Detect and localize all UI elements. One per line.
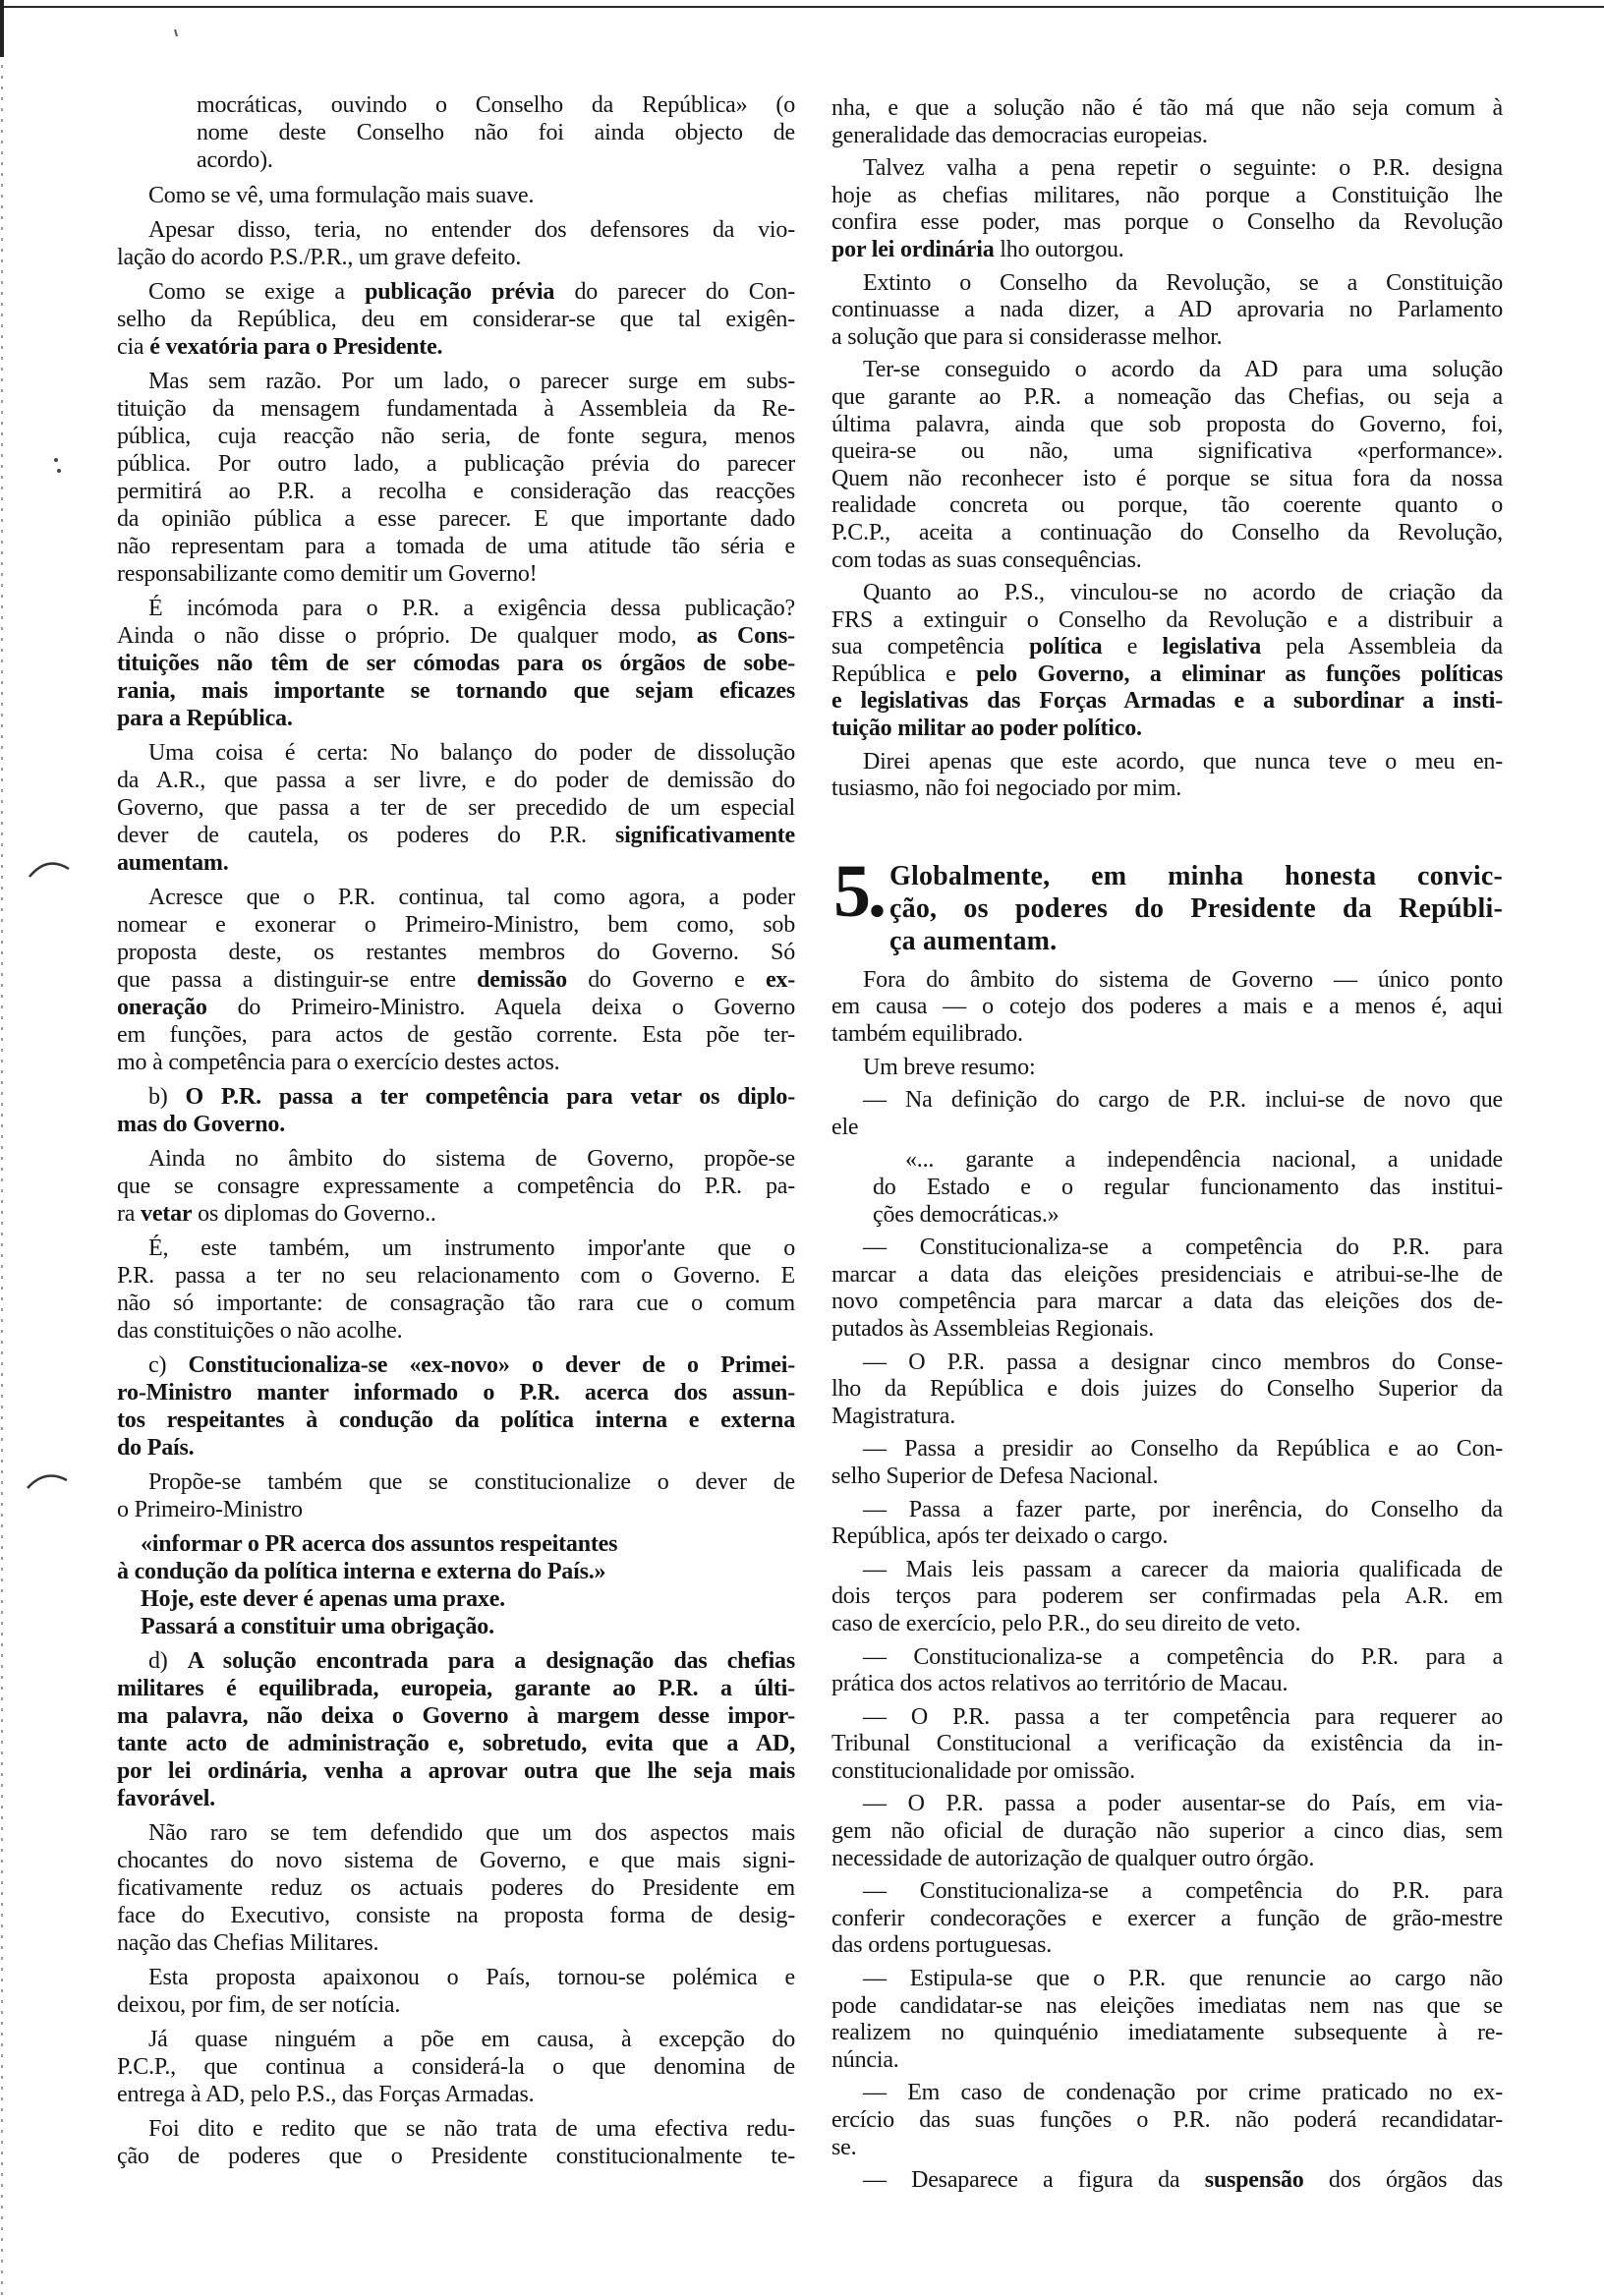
text-run: sua competência xyxy=(831,634,1030,660)
text-line: acordo). xyxy=(197,147,273,173)
text-line xyxy=(117,1083,795,1111)
text-line: responsabilizante como demitir um Governo! xyxy=(117,561,538,587)
text-line: P.R. passa a ter no seu relacionamento com o Governo. E xyxy=(117,1263,795,1289)
paragraph xyxy=(117,884,795,1076)
text-line: Foi dito e redito que se não trata de uma efectiva redu- xyxy=(148,2116,795,2142)
text-line: nome deste Conselho não foi ainda objecto de xyxy=(197,120,795,145)
paragraph xyxy=(831,749,1503,803)
bold-text: «informar o PR acerca dos assuntos respeitantes xyxy=(141,1531,618,1557)
text-line: chocantes do novo sistema de Governo, e que mais signi- xyxy=(117,1848,795,1873)
text-run: dos órgãos das xyxy=(1303,2167,1503,2194)
paragraph xyxy=(831,1497,1503,1551)
text-line: confira esse poder, mas porque o Conselho da Revolução xyxy=(831,209,1503,236)
text-line: É, este também, um instrumento impor'ante que o xyxy=(148,1235,795,1261)
text-line xyxy=(831,661,1503,689)
text-line: É incómoda para o P.R. a exigência dessa publicação? xyxy=(148,596,795,621)
text-line xyxy=(117,994,795,1021)
bold-text: suspensão xyxy=(1204,2167,1304,2194)
text-line: ficativamente reduz os actuais poderes do Presidente em xyxy=(117,1875,795,1901)
text-line: Propõe-se também que se constitucionalize o dever de xyxy=(148,1469,795,1495)
text-line: Acresce que o P.R. continua, tal como agora, a poder xyxy=(148,885,795,910)
text-line: — Passa a presidir ao Conselho da República e ao Con- xyxy=(863,1436,1503,1463)
text-line: Já quase ninguém a põe em causa, à excepção do xyxy=(148,2027,795,2052)
text-run: b) xyxy=(148,1084,186,1110)
left-column xyxy=(117,91,795,2170)
text-line: Um breve resumo: xyxy=(863,1054,1036,1080)
bold-text: mas do Governo. xyxy=(117,1112,286,1137)
text-line xyxy=(117,1730,795,1757)
text-line: Esta proposta apaixonou o País, tornou-se polémica e xyxy=(148,1965,795,1990)
text-line xyxy=(117,1111,795,1138)
paragraph xyxy=(117,278,795,361)
bold-text: e legislativas das Forças Armadas e a subordinar a insti- xyxy=(831,688,1503,715)
text-line: deixou, por fim, de ser notícia. xyxy=(117,1992,401,2018)
text-line: Ter-se conseguido o acordo da AD para uma solução xyxy=(863,357,1503,383)
paragraph xyxy=(873,1147,1503,1229)
heading-line: Globalmente, em minha honesta convic- xyxy=(889,860,1503,891)
paragraph xyxy=(117,1083,795,1138)
bold-text: ma palavra, não deixa o Governo à margem desse impor- xyxy=(117,1703,795,1729)
text-line: República, após ter deixado o cargo. xyxy=(831,1523,1169,1550)
heading-line: ça aumentam. xyxy=(889,925,1058,956)
bold-text: tante acto de administração e, sobretudo, evita que a AD, xyxy=(117,1731,795,1756)
text-line: a solução que para si considerasse melhor. xyxy=(831,323,1223,350)
text-line xyxy=(831,716,1503,743)
bold-text: do País. xyxy=(117,1435,195,1461)
paragraph xyxy=(117,739,795,877)
text-line xyxy=(117,1530,795,1558)
section-number: 5. xyxy=(833,849,884,933)
text-line: selho da República, deu em considerar-se que tal exigên- xyxy=(117,307,795,332)
text-line: também equilibrado. xyxy=(831,1021,1023,1048)
text-line xyxy=(117,1200,795,1228)
text-line xyxy=(117,1675,795,1702)
bold-text: por lei ordinária, venha a aprovar outra que lhe seja mais xyxy=(117,1758,795,1784)
text-line: P.C.P., que continua a considerá-la o que denomina de xyxy=(117,2054,795,2080)
text-line: Mas sem razão. Por um lado, o parecer surge em subs- xyxy=(148,369,795,394)
text-line: — Em caso de condenação por crime praticado no ex- xyxy=(863,2080,1503,2106)
paragraph xyxy=(117,182,795,209)
paragraph xyxy=(117,2026,795,2108)
text-line: marcar a data das eleições presidenciais e atribui-se-lhe de xyxy=(831,1261,1503,1288)
text-line: dois terços para poderem ser confirmadas pela A.R. em xyxy=(831,1583,1503,1610)
paragraph xyxy=(831,1791,1503,1872)
text-line: Talvez valha a pena repetir o seguinte: o P.R. designa xyxy=(863,155,1503,182)
text-run: Ainda o não disse o próprio. De qualquer modo, xyxy=(117,623,697,649)
scan-mark xyxy=(29,864,69,877)
text-line: — O P.R. passa a designar cinco membros do Conse- xyxy=(863,1349,1503,1375)
text-run: os diplomas do Governo.. xyxy=(192,1201,436,1227)
paragraph xyxy=(117,2115,795,2170)
text-line: pública, cuja reacção não seria, de fonte segura, menos xyxy=(117,424,795,449)
paragraph xyxy=(831,95,1503,149)
text-line: Direi apenas que este acordo, que nunca teve o meu en- xyxy=(863,748,1503,775)
text-line: — Passa a fazer parte, por inerência, do Conselho da xyxy=(863,1496,1503,1522)
text-line: lho da República e dois juizes do Conselho Superior da xyxy=(831,1376,1503,1403)
paragraph xyxy=(117,216,795,271)
paragraph xyxy=(117,1530,795,1585)
text-line: necessidade de autorização de qualquer outro órgão. xyxy=(831,1845,1315,1871)
text-line xyxy=(117,966,795,994)
text-line: tituição da mensagem fundamentada à Assembleia da Re- xyxy=(117,396,795,422)
text-run: e xyxy=(1102,634,1163,660)
text-line: — Constitucionaliza-se a competência do P.R. para xyxy=(863,1234,1503,1261)
text-line: «... garante a independência nacional, a unidade xyxy=(905,1147,1503,1174)
bold-text: por lei ordinária xyxy=(831,236,995,262)
text-line xyxy=(117,1757,795,1785)
text-line: entrega à AD, pelo P.S., das Forças Armadas. xyxy=(117,2082,535,2107)
text-line: da A.R., que passa a ser livre, e do poder de demissão do xyxy=(117,768,795,793)
text-line: nação das Chefias Militares. xyxy=(117,1930,379,1956)
scan-speck xyxy=(54,458,58,462)
paragraph xyxy=(831,2167,1503,2195)
paragraph xyxy=(117,368,795,588)
text-line: — O P.R. passa a ter competência para requerer ao xyxy=(863,1703,1503,1730)
bold-text: tuição militar ao poder político. xyxy=(831,716,1142,742)
paragraph xyxy=(831,1349,1503,1431)
paragraph xyxy=(831,2080,1503,2161)
text-line: generalidade das democracias europeias. xyxy=(831,122,1208,148)
text-line xyxy=(117,1702,795,1730)
text-line: núncia. xyxy=(831,2046,899,2073)
text-line xyxy=(117,822,795,849)
paragraph xyxy=(831,1878,1503,1960)
text-run: lho outorgou. xyxy=(994,236,1124,262)
text-line xyxy=(117,1434,795,1462)
text-line xyxy=(831,688,1503,716)
text-line: ções democráticas.» xyxy=(873,1201,1060,1228)
text-line: última palavra, ainda que sob proposta do Governo, foi, xyxy=(831,411,1503,437)
text-run: d) xyxy=(148,1648,188,1674)
text-line: — Constitucionaliza-se a competência do P.R. para xyxy=(863,1878,1503,1905)
bold-text: A solução encontrada para a designação das chefias xyxy=(187,1648,795,1674)
text-line: pode candidatar-se nas eleições imediatas nem nas que se xyxy=(831,1992,1503,2019)
text-line: Tribunal Constitucional a verificação da existência da in- xyxy=(831,1731,1503,1757)
text-line: ção de poderes que o Presidente constitucionalmente te- xyxy=(117,2144,795,2169)
paragraph xyxy=(117,595,795,732)
text-line: em causa — o cotejo dos poderes a mais e a menos é, aqui xyxy=(831,994,1503,1020)
text-line: ele xyxy=(831,1114,859,1140)
page-edge xyxy=(1,0,3,2296)
bold-text: significativamente xyxy=(614,823,795,848)
text-line xyxy=(117,1558,795,1585)
text-line: prática dos actos relativos ao território de Macau. xyxy=(831,1671,1289,1697)
paragraph xyxy=(117,1819,795,1957)
paragraph xyxy=(831,1557,1503,1638)
bold-text: vetar xyxy=(141,1201,193,1227)
text-line: Quem não reconhecer isto é porque se situa fora da nossa xyxy=(831,465,1503,491)
text-line: da opinião pública a esse parecer. E que importante dado xyxy=(117,506,795,532)
text-line: selho Superior de Defesa Nacional. xyxy=(831,1463,1159,1489)
text-line: permitirá ao P.R. a recolha e consideração das reacções xyxy=(117,479,795,504)
text-line xyxy=(831,634,1503,661)
paragraph xyxy=(831,270,1503,352)
text-line: mo à competência para o exercício destes actos. xyxy=(117,1050,560,1075)
scan-speck xyxy=(57,469,61,473)
text-run: pela Assembleia da xyxy=(1261,634,1503,660)
text-line: — O P.R. passa a poder ausentar-se do País, em via- xyxy=(863,1791,1503,1817)
page-edge-corner xyxy=(0,0,4,57)
text-line: lação do acordo P.S./P.R., um grave defeito. xyxy=(117,245,522,270)
text-line xyxy=(117,1406,795,1434)
paragraph xyxy=(831,1055,1503,1082)
text-line xyxy=(117,677,795,705)
paragraph xyxy=(117,1964,795,2019)
paragraph xyxy=(831,1436,1503,1490)
text-line: conferir condecorações e exercer a função de grão-mestre xyxy=(831,1905,1503,1931)
text-line: nomear e exonerar o Primeiro-Ministro, bem como, sob xyxy=(117,912,795,938)
text-line: queira-se ou não, uma significativa «performance». xyxy=(831,438,1503,465)
text-line: hoje as chefias militares, não porque a Constituição lhe xyxy=(831,182,1503,208)
text-line: P.C.P., aceita a continuação do Conselho da Revolução, xyxy=(831,519,1503,545)
text-line xyxy=(117,849,795,877)
text-line: em funções, para actos de gestão corrente. Esta põe ter- xyxy=(117,1022,795,1048)
text-line xyxy=(117,1585,795,1613)
paragraph xyxy=(831,1234,1503,1343)
text-run: ra xyxy=(117,1201,142,1227)
text-line: que garante ao P.R. a nomeação das Chefias, ou seja a xyxy=(831,383,1503,410)
text-line: com todas as suas consequências. xyxy=(831,546,1142,573)
text-line: Quanto ao P.S., vinculou-se no acordo de criação da xyxy=(863,580,1503,606)
bold-text: O P.R. passa a ter competência para vetar os diplo- xyxy=(185,1084,795,1110)
bold-text: legislativa xyxy=(1162,634,1261,660)
text-line: se. xyxy=(831,2134,857,2160)
paragraph xyxy=(117,1613,795,1640)
bold-text: política xyxy=(1029,634,1103,660)
text-line: Fora do âmbito do sistema de Governo — único ponto xyxy=(863,966,1503,993)
heading-line: ção, os poderes do Presidente da Repúbli- xyxy=(889,892,1503,924)
text-line xyxy=(831,2167,1503,2195)
text-line: tusiasmo, não foi negociado por mim. xyxy=(831,775,1182,802)
bold-text: tituições não têm de ser cómodas para os órgãos de sobe- xyxy=(117,651,795,676)
bold-text: ex- xyxy=(765,967,795,993)
text-line: continuasse a nada dizer, a AD aprovaria no Parlamento xyxy=(831,297,1503,323)
text-line: Magistratura. xyxy=(831,1403,956,1429)
text-run: — Desaparece a figura da xyxy=(863,2167,1205,2194)
text-line: Como se vê, uma formulação mais suave. xyxy=(148,183,535,208)
text-run: que passa a distinguir-se entre xyxy=(117,967,478,993)
paragraph xyxy=(831,967,1503,1049)
right-column xyxy=(831,95,1503,2195)
text-line: proposta deste, os restantes membros do Governo. Só xyxy=(117,940,795,965)
bold-text: Passará a constituir uma obrigação. xyxy=(141,1614,494,1639)
text-line xyxy=(117,650,795,677)
text-line: o Primeiro-Ministro xyxy=(117,1497,303,1522)
text-line: realizem no quinquénio imediatamente subsequente à re- xyxy=(831,2020,1503,2046)
text-run: Como se exige a xyxy=(148,279,366,305)
text-line: mocráticas, ouvindo o Conselho da República» (o xyxy=(197,92,795,118)
text-line xyxy=(117,1613,795,1640)
text-run: cia xyxy=(117,334,150,360)
text-line xyxy=(831,237,1503,264)
text-line: novo competência para marcar a data das eleições dos de- xyxy=(831,1289,1503,1315)
bold-text: à condução da política interna e externa do País.» xyxy=(117,1559,606,1584)
text-line: gem não oficial de duração não superior a cinco dias, sem xyxy=(831,1818,1503,1845)
bold-text: ro-Ministro manter informado o P.R. acerca dos assun- xyxy=(117,1380,795,1406)
text-line xyxy=(117,333,795,361)
text-line: putados às Assembleias Regionais. xyxy=(831,1315,1155,1342)
text-line: nha, e que a solução não é tão má que não seja comum à xyxy=(831,95,1503,121)
text-run: c) xyxy=(148,1352,189,1378)
text-line xyxy=(117,622,795,650)
text-line: realidade concreta ou porque, tão coerente quanto o xyxy=(831,492,1503,519)
text-line: caso de exercício, pelo P.R., do seu direito de veto. xyxy=(831,1610,1301,1636)
paragraph xyxy=(197,91,795,174)
text-line: das constituições o não acolhe. xyxy=(117,1318,403,1344)
text-line: FRS a extinguir o Conselho da Revolução e a distribuir a xyxy=(831,606,1503,633)
paragraph xyxy=(831,357,1503,574)
paragraph xyxy=(117,1351,795,1462)
scan-speck xyxy=(175,29,177,36)
paragraph xyxy=(831,1644,1503,1698)
text-line: que se consagre expressamente a competência do P.R. pa- xyxy=(117,1174,795,1199)
section-heading xyxy=(831,849,1503,957)
bold-text: Constitucionaliza-se «ex-novo» o dever de o Primei- xyxy=(188,1352,796,1378)
paragraph xyxy=(831,155,1503,263)
text-line: não representam para a tomada de uma atitude tão séria e xyxy=(117,534,795,559)
paragraph xyxy=(831,580,1503,743)
text-line: não só importante: de consagração tão rara cue o comum xyxy=(117,1291,795,1316)
text-line: pública. Por outro lado, a publicação prévia do parecer xyxy=(117,451,795,477)
paragraph xyxy=(831,1966,1503,2074)
text-line: Extinto o Conselho da Revolução, se a Constituição xyxy=(863,269,1503,296)
bold-text: publicação prévia xyxy=(365,279,555,305)
text-run: do Primeiro-Ministro. Aquela deixa o Governo xyxy=(206,995,795,1020)
text-line: do Estado e o regular funcionamento das institui- xyxy=(873,1175,1503,1200)
bold-text: aumentam. xyxy=(117,850,229,876)
text-run: do parecer do Con- xyxy=(554,279,795,305)
text-line xyxy=(117,1351,795,1379)
bold-text: as Cons- xyxy=(696,623,795,649)
paragraph xyxy=(117,1585,795,1613)
text-line: face do Executivo, consiste na proposta forma de desig- xyxy=(117,1903,795,1928)
bold-text: militares é equilibrada, europeia, garante ao P.R. a últi- xyxy=(117,1676,795,1701)
text-line: das ordens portuguesas. xyxy=(831,1932,1053,1959)
text-line xyxy=(117,1647,795,1675)
paragraph xyxy=(831,1087,1503,1141)
bold-text: é vexatória para o Presidente. xyxy=(149,334,443,360)
paragraph xyxy=(117,1234,795,1345)
top-rule xyxy=(0,6,1604,8)
text-line: Ainda no âmbito do sistema de Governo, propõe-se xyxy=(148,1146,795,1172)
text-line: Uma coisa é certa: No balanço do poder de dissolução xyxy=(148,740,795,766)
paragraph xyxy=(117,1647,795,1812)
paragraph xyxy=(831,1704,1503,1786)
text-line: — Constitucionaliza-se a competência do P.R. para a xyxy=(863,1643,1503,1670)
text-run: dever de cautela, os poderes do P.R. xyxy=(117,823,615,848)
text-line xyxy=(117,278,795,306)
text-line xyxy=(117,705,795,732)
bold-text: rania, mais importante se tornando que sejam eficazes xyxy=(117,678,795,704)
text-line: — Estipula-se que o P.R. que renuncie ao cargo não xyxy=(863,1966,1503,1992)
paragraph xyxy=(117,1145,795,1228)
text-line xyxy=(117,1379,795,1406)
text-line: — Mais leis passam a carecer da maioria qualificada de xyxy=(863,1556,1503,1582)
bold-text: oneração xyxy=(117,995,207,1020)
paragraph xyxy=(117,1468,795,1523)
bold-text: tos respeitantes à condução da política interna e externa xyxy=(117,1407,795,1433)
text-line: Não raro se tem defendido que um dos aspectos mais xyxy=(148,1820,795,1846)
bold-text: Hoje, este dever é apenas uma praxe. xyxy=(141,1586,505,1612)
text-run: República e xyxy=(831,660,977,687)
bold-text: demissão xyxy=(477,967,567,993)
text-line: ercício das suas funções o P.R. não poderá recandidatar- xyxy=(831,2107,1503,2133)
text-line: Apesar disso, teria, no entender dos defensores da vio- xyxy=(148,217,795,243)
text-line xyxy=(117,1785,795,1812)
text-line: Governo, que passa a ter de ser precedido de um especial xyxy=(117,795,795,821)
bold-text: para a República. xyxy=(117,706,293,731)
scan-mark xyxy=(28,1476,67,1489)
bold-text: favorável. xyxy=(117,1786,215,1811)
text-run: do Governo e xyxy=(566,967,766,993)
bold-text: pelo Governo, a eliminar as funções políticas xyxy=(976,660,1503,687)
text-line: constitucionalidade por omissão. xyxy=(831,1757,1135,1784)
text-line: — Na definição do cargo de P.R. inclui-se de novo que xyxy=(863,1087,1503,1114)
